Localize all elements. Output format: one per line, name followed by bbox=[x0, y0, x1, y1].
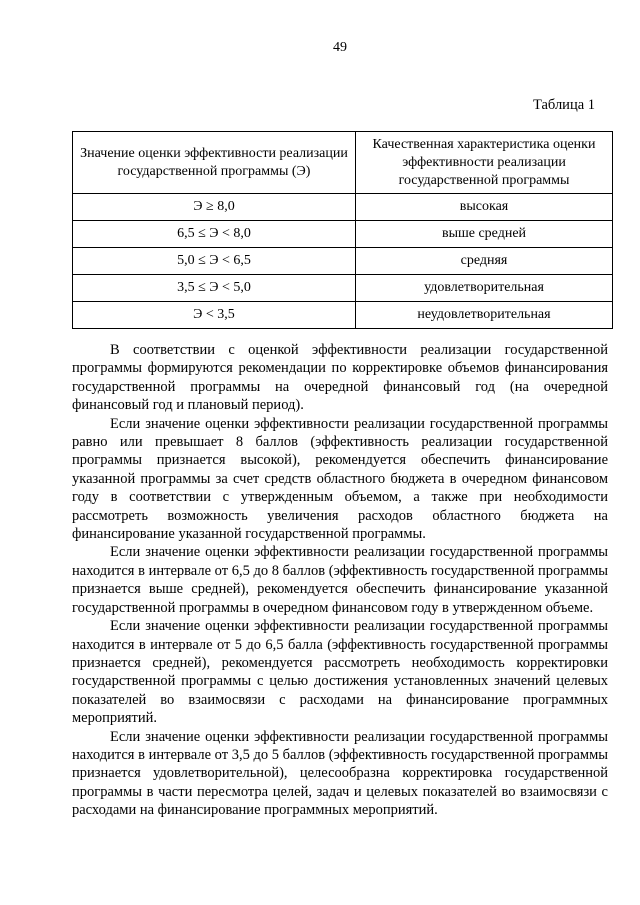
paragraph: Если значение оценки эффективности реализации государственной программы находится в интервале от 5 до 6,5 балла (эффективность государственной программы признается средней), рекомендуется рассмотреть необходимость корректировки государственной программы с целью достижения установленных значений целевых показателей во взаимосвязи с расходами на финансирование программных мероприятий. bbox=[72, 618, 608, 727]
range-cell: 5,0 ≤ Э < 6,5 bbox=[73, 248, 356, 275]
table-row bbox=[73, 302, 613, 329]
paragraph: Если значение оценки эффективности реализации государственной программы находится в интервале от 3,5 до 5 баллов (эффективность государственной программы признается удовлетворительной), целесообразна корректировка государственной программы в части пересмотра целей, задач и целевых показателей во взаимосвязи с расходами на финансирование программных мероприятий. bbox=[72, 728, 608, 819]
body-text bbox=[72, 341, 608, 820]
rating-cell: выше средней bbox=[356, 221, 613, 248]
table-row bbox=[73, 194, 613, 221]
table-header-row bbox=[73, 132, 613, 194]
paragraph: Если значение оценки эффективности реализации государственной программы равно или превышает 8 баллов (эффективность реализации государственной программы признается высокой), рекомендуется обеспечить финансирование указанной программы за счет средств областного бюджета в очередном финансовом году в соответствии с утвержденным объемом, а также при необходимости рассмотреть возможность увеличения расходов областного бюджета на финансирование указанной государственной программы. bbox=[72, 415, 608, 543]
range-cell: Э < 3,5 bbox=[73, 302, 356, 329]
rating-cell: удовлетворительная bbox=[356, 275, 613, 302]
rating-cell: неудовлетворительная bbox=[356, 302, 613, 329]
paragraph: В соответствии с оценкой эффективности реализации государственной программы формируются рекомендации по корректировке объемов финансирования государственной программы на очередной финансовый год (на очередной финансовый год и плановый период). bbox=[72, 342, 608, 414]
efficiency-rating-table bbox=[72, 131, 613, 329]
header-value-column: Значение оценки эффективности реализации государственной программы (Э) bbox=[73, 132, 356, 194]
paragraph: Если значение оценки эффективности реализации государственной программы находится в интервале от 6,5 до 8 баллов (эффективность государственной программы признается выше средней), рекомендуется обеспечить финансирование указанной государственной программы в очередном финансовом году в утвержденном объеме. bbox=[72, 544, 608, 616]
page-number: 49 bbox=[333, 40, 347, 55]
header-characteristic-column: Качественная характеристика оценки эффективности реализации государственной программы bbox=[356, 132, 613, 194]
range-cell: 3,5 ≤ Э < 5,0 bbox=[73, 275, 356, 302]
table-row bbox=[73, 248, 613, 275]
table-row bbox=[73, 275, 613, 302]
table-row bbox=[73, 221, 613, 248]
rating-cell: высокая bbox=[356, 194, 613, 221]
range-cell: 6,5 ≤ Э < 8,0 bbox=[73, 221, 356, 248]
rating-cell: средняя bbox=[356, 248, 613, 275]
range-cell: Э ≥ 8,0 bbox=[73, 194, 356, 221]
table-caption: Таблица 1 bbox=[533, 97, 596, 113]
